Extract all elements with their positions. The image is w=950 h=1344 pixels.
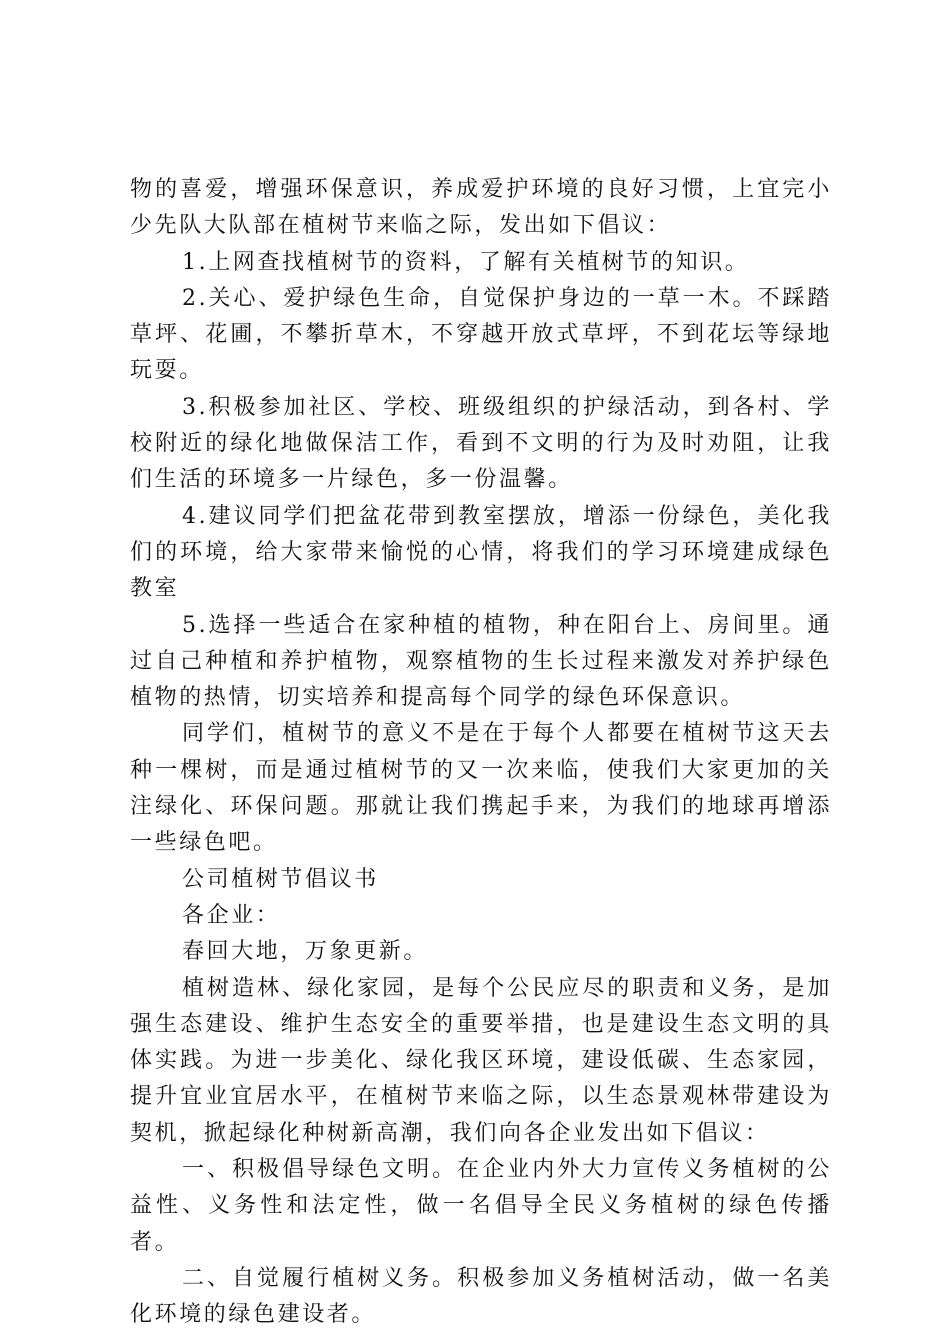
paragraph-item-2: 二、自觉履行植树义务。积极参加义务植树活动，做一名美化环境的绿色建设者。 [130, 1265, 832, 1328]
paragraph-item-1: 一、积极倡导绿色文明。在企业内外大力宣传义务植树的公益性、义务性和法定性，做一名倡导全民义务植树的绿色传播者。 [130, 1157, 832, 1255]
paragraph-proposal-1: 1.上网查找植树节的资料，了解有关植树节的知识。 [182, 249, 750, 275]
paragraph-intro-continuation: 物的喜爱，增强环保意识，养成爱护环境的良好习惯，上宜完小少先队大队部在植树节来临之际，发出如下倡议： [130, 177, 832, 239]
salutation: 各企业： [182, 902, 281, 928]
paragraph-body: 植树造林、绿化家园，是每个公民应尽的职责和义务，是加强生态建设、维护生态安全的重要举措，也是建设生态文明的具体实践。为进一步美化、绿化我区环境，建设低碳、生态家园，提升宜业宜居水平，在植树节来临之际，以生态景观林带建设为契机，掀起绿化种树新高潮，我们向各企业发出如下倡议： [130, 975, 832, 1146]
paragraph-closing: 同学们，植树节的意义不是在于每个人都要在植树节这天去种一棵树，而是通过植树节的又一次来临，使我们大家更加的关注绿化、环保问题。那就让我们携起手来，为我们的地球再增添一些绿色吧。 [130, 721, 832, 856]
document-body [130, 172, 832, 1334]
section-title: 公司植树节倡议书 [182, 866, 379, 892]
paragraph-proposal-5: 5.选择一些适合在家种植的植物，种在阳台上、房间里。通过自己种植和养护植物，观察植物的生长过程来激发对养护绿色植物的热情，切实培养和提高每个同学的绿色环保意识。 [130, 612, 832, 711]
paragraph-proposal-3: 3.积极参加社区、学校、班级组织的护绿活动，到各村、学校附近的绿化地做保洁工作，看到不文明的行为及时劝阻，让我们生活的环境多一片绿色，多一份温馨。 [130, 394, 832, 493]
paragraph-proposal-4: 4.建议同学们把盆花带到教室摆放，增添一份绿色，美化我们的环境，给大家带来愉悦的心情，将我们的学习环境建成绿色教室 [130, 503, 832, 602]
paragraph-opening: 春回大地，万象更新。 [182, 939, 429, 965]
paragraph-proposal-2: 2.关心、爱护绿色生命，自觉保护身边的一草一木。不踩踏草坪、花圃，不攀折草木，不穿越开放式草坪，不到花坛等绿地玩耍。 [130, 285, 832, 384]
